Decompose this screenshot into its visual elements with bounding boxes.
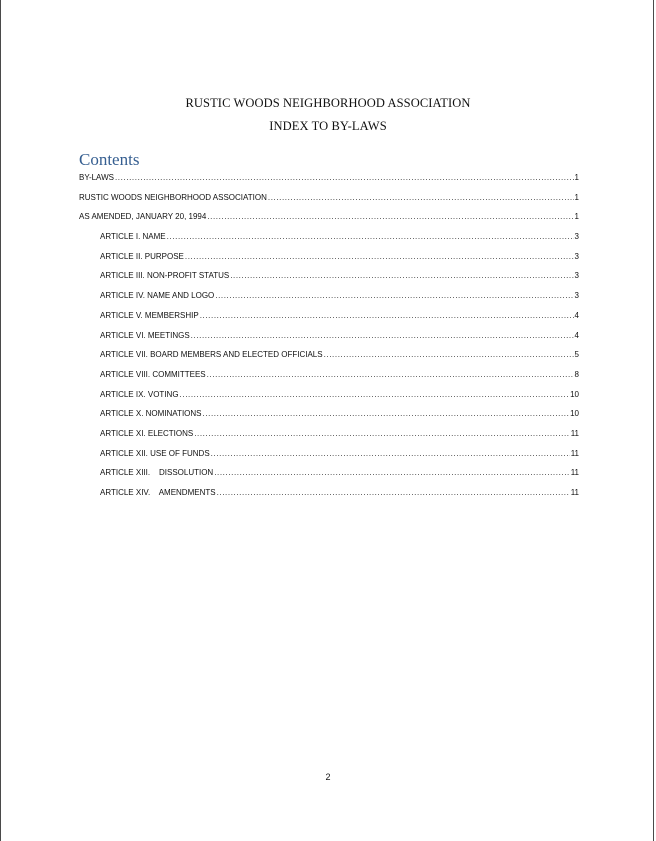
toc-entry[interactable] xyxy=(79,231,579,251)
toc-dot-leader xyxy=(207,369,574,380)
toc-entry[interactable] xyxy=(79,192,579,212)
toc-entry-page: 3 xyxy=(574,291,579,301)
toc-dot-leader xyxy=(214,467,569,478)
toc-entry[interactable] xyxy=(79,310,579,330)
toc-entry-page: 5 xyxy=(574,350,579,360)
toc-entry[interactable] xyxy=(79,270,579,290)
toc-entry-page: 11 xyxy=(570,428,579,438)
toc-entry-label: ARTICLE XIV. AMENDMENTS xyxy=(100,488,216,497)
toc-entry[interactable] xyxy=(79,428,579,448)
toc-entry-page: 10 xyxy=(570,389,579,399)
toc-entry[interactable] xyxy=(79,467,579,487)
toc-entry-label: ARTICLE II. PURPOSE xyxy=(100,251,184,261)
toc-entry[interactable] xyxy=(79,251,579,271)
toc-entry[interactable] xyxy=(79,330,579,350)
toc-entry[interactable] xyxy=(79,172,579,192)
toc-entry[interactable] xyxy=(79,290,579,310)
toc-entry-page: 1 xyxy=(574,173,579,182)
page-number: 2 xyxy=(325,772,331,782)
toc-dot-leader xyxy=(211,448,570,459)
toc-dot-leader xyxy=(180,389,570,400)
table-of-contents xyxy=(79,172,579,507)
toc-entry-label: ARTICLE IX. VOTING xyxy=(100,389,179,399)
toc-entry-page: 3 xyxy=(574,232,579,242)
toc-entry-page: 11 xyxy=(570,448,579,458)
toc-dot-leader xyxy=(268,192,574,203)
toc-entry-label: AS AMENDED, JANUARY 20, 1994 xyxy=(79,212,207,222)
toc-entry[interactable] xyxy=(79,369,579,389)
document-subtitle: INDEX TO BY-LAWS xyxy=(269,119,387,133)
toc-entry-label: ARTICLE XIII. DISSOLUTION xyxy=(100,468,214,478)
toc-dot-leader xyxy=(324,349,574,360)
toc-dot-leader xyxy=(194,428,569,439)
toc-entry-page: 3 xyxy=(574,251,579,261)
toc-entry-page: 10 xyxy=(570,409,579,419)
toc-dot-leader xyxy=(191,330,574,341)
toc-dot-leader xyxy=(115,172,574,183)
toc-entry-label: ARTICLE X. NOMINATIONS xyxy=(100,409,202,419)
toc-entry-page: 3 xyxy=(574,271,579,281)
toc-entry-page: 1 xyxy=(574,192,579,202)
toc-entry-label: ARTICLE VI. MEETINGS xyxy=(100,330,190,340)
toc-entry[interactable] xyxy=(79,448,579,468)
toc-dot-leader xyxy=(217,487,570,498)
toc-entry[interactable] xyxy=(79,211,579,231)
toc-entry-page: 1 xyxy=(574,212,579,222)
toc-dot-leader xyxy=(207,211,573,222)
toc-entry-page: 4 xyxy=(574,310,579,320)
toc-dot-leader xyxy=(230,270,573,281)
toc-dot-leader xyxy=(167,231,574,242)
toc-dot-leader xyxy=(203,408,570,419)
toc-entry-label: ARTICLE V. MEMBERSHIP xyxy=(100,310,199,320)
toc-entry-label: ARTICLE I. NAME xyxy=(100,232,166,242)
toc-dot-leader xyxy=(200,310,574,321)
toc-entry-label: RUSTIC WOODS NEIGHBORHOOD ASSOCIATION xyxy=(79,192,267,202)
toc-entry[interactable] xyxy=(79,389,579,409)
toc-entry-label: ARTICLE VIII. COMMITTEES xyxy=(100,369,206,379)
toc-entry-label: ARTICLE VII. BOARD MEMBERS AND ELECTED OFFICIALS xyxy=(100,350,323,360)
toc-dot-leader xyxy=(185,251,574,262)
toc-entry-label: ARTICLE XII. USE OF FUNDS xyxy=(100,448,210,458)
toc-entry[interactable] xyxy=(79,349,579,369)
toc-entry-label: ARTICLE IV. NAME AND LOGO xyxy=(100,291,215,301)
toc-dot-leader xyxy=(215,290,573,301)
toc-entry-page: 11 xyxy=(570,488,579,497)
document-title: RUSTIC WOODS NEIGHBORHOOD ASSOCIATION xyxy=(185,96,471,110)
toc-entry-label: BY-LAWS xyxy=(79,173,114,182)
contents-heading: Contents xyxy=(79,150,140,169)
toc-entry[interactable] xyxy=(79,408,579,428)
toc-entry-page: 4 xyxy=(574,330,579,340)
toc-entry[interactable] xyxy=(79,487,579,507)
toc-entry-page: 8 xyxy=(574,369,579,379)
toc-entry-page: 11 xyxy=(570,468,579,478)
toc-entry-label: ARTICLE III. NON-PROFIT STATUS xyxy=(100,271,230,281)
toc-entry-label: ARTICLE XI. ELECTIONS xyxy=(100,428,194,438)
